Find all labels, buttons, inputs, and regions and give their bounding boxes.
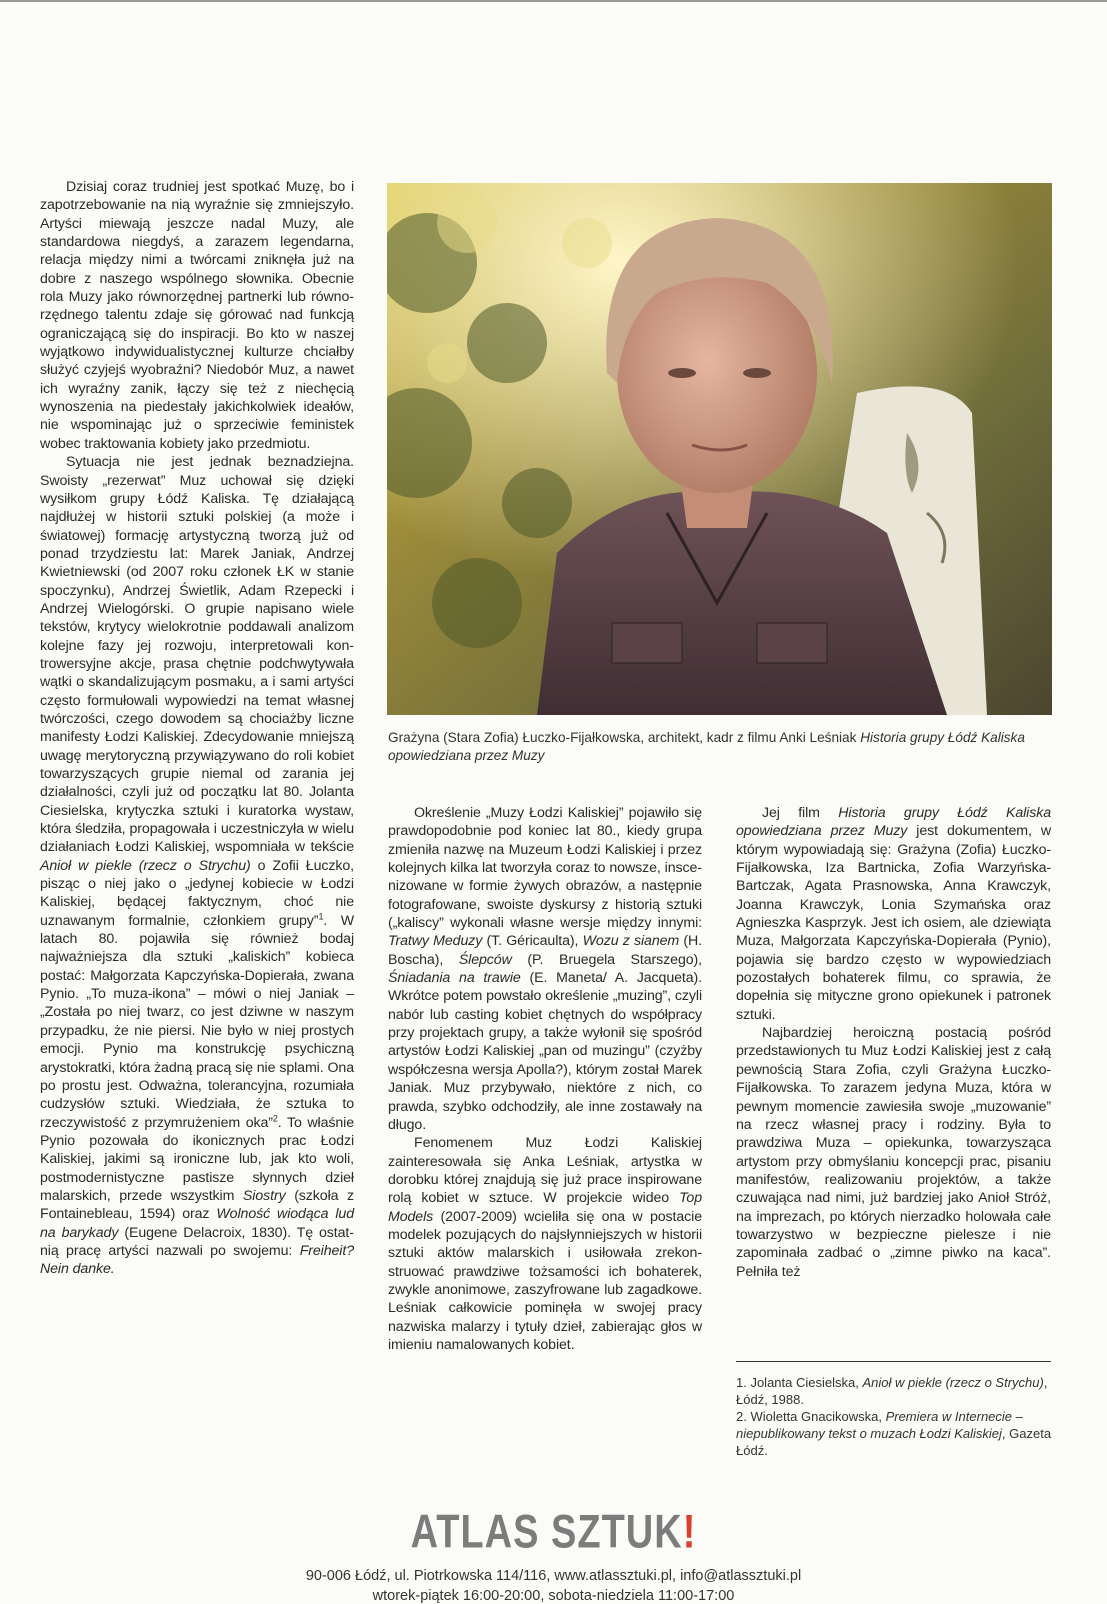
paragraph: Najbardziej heroiczną postacią pośród przedstawionych tu Muz Łodzi Kaliskiej jest z całą pewnością Stara Zofia, czyli Grażyna Łuczko-Fijałkowska. To zarazem jedyna Muza, która w pewnym momencie zawiesiła swoje „muzowanie” na rzecz własnej pracy i rodziny. Była to prawdziwa Muza – opiekunka, towarzysząca artystom przy obmyślaniu koncepcji prac, pisaniu manifestów, realizowaniu projektów, a także czuwająca nad nimi, już bardziej jako Anioł Stróż, na imprezach, po których nierzadko holowała całe towarzystwo w bezpieczne pielesze i nie zapominała zadbać o „zimne piwko na kaca”. Pełniła też bbox=[736, 1025, 1051, 1280]
footnote-divider bbox=[736, 1361, 1051, 1362]
photo-caption: Grażyna (Stara Zofia) Łuczko-Fijałkowska, architekt, kadr z filmu Anki Leśniak Historia grupy Łódź Kaliska opowiedziana przez Muzy bbox=[388, 730, 1025, 763]
footnotes bbox=[736, 1374, 1054, 1459]
footnote-ref: 1 bbox=[318, 911, 324, 922]
atlas-sztuki-logo: ATLAS SZTUK! bbox=[410, 1506, 697, 1559]
paragraph: Fenomenem Muz Łodzi Kaliskiej zainteresowała się Anka Leśniak, artystka w dorobku której znajdują się już prace inspirowane rolą kobiet w sztuce. W projekcie wideo Top Models (2007-2009) wcieliła się ona w postacie modelek pozujących do najsłynniejszych w historii sztuki aktów malarskich i usiłowała zrekonstruować prawdziwe tożsamości ich bohaterek, zwykle anonimowe, zaszyfrowane lub zagadkowe. Leśniak całkowicie pominęła w swojej pracy nazwiska malarzy i tytuły dzieł, zabierając głos w imieniu namalowanych kobiet. bbox=[388, 1135, 702, 1353]
article-column-middle bbox=[388, 804, 702, 1354]
logo-mark: ! bbox=[682, 1506, 697, 1559]
paragraph: Sytuacja nie jest jednak beznadziejna. Swoisty „rezerwat” Muz uchował się dzięki wysiłkom grupy Łódź Kaliska. Tę działającą najdłużej w historii sztuki polskiej (a może i światowej) formację artystyczną tworzą już od ponad trzydziestu lat: Marek Janiak, Andrzej Kwietniewski (od 2007 roku członek ŁK w stanie spoczynku), Andrzej Świetlik, Adam Rzepecki i Andrzej Wielogórski. O grupie napisano wiele tekstów, krytycy wielokrotnie poddawali analizom kolejne fazy jej rozwoju, interpretowali kontrowersyjne akcje, prasa chętnie podchwytywała wątki o skandalizującym posmaku, a i sami artyści często formułowali wypowiedzi na temat własnej twórczości, czego dowodem są chociażby liczne manifesty Łodzi Kaliskiej. Zdecydowanie mniejszą uwagę merytoryczną przywiązywano do roli kobiet towarzyszących grupie niemal od zarania jej działalności, czyli już od początku lat 80. Jolanta Ciesielska, krytyczka sztuki i kuratorka wystaw, która śledziła, propagowała i uczestniczyła w wielu działaniach Łodzi Kaliskiej, wspomniała w tekście Anioł w piekle (rzecz o Strychu) o Zofii Łuczko, pisząc o niej jako o „jedynej kobiecie w Łodzi Kaliskiej, będącej faktycznym, choć nie uznawanym formalnie, członkiem grupy”$^1$. W latach 80. pojawiła się również bodaj najważniejsza dla sztuki „kaliskich” kobieca postać: Małgorzata Kapczyńska-Dopierała, zwana Pynio. „To muza-ikona” – mówi o niej Janiak – „Została po niej twarz, co jest dziwne w naszym przypadku, że nie piersi. Nie było w niej prostych emocji. Pynio ma konstrukcję psychiczną arystokratki, która żadną pracą się nie splami. Ona po prostu jest. Odważna, tolerancyjna, rozumiała cudzysłów sztuki. Wiedziała, że sztuka to rzeczywistość z przymrużeniem oka”$^2$. To właśnie Pynio pozowała do ikonicznych prac Łodzi Kaliskiej, jakimi są ironiczne lub, jak kto woli, postmodernistyczne pastisze słynnych dzieł malarskich, przede wszystkim Siostry (szkoła z Fontainebleau, 1594) oraz Wolność wiodąca lud na barykady (Eugene Delacroix, 1830). Tę ostatnią pracę artyści nazwali po swojemu: Freiheit? Nein danke. bbox=[40, 454, 355, 1278]
footnote-ref: 2 bbox=[272, 1112, 278, 1123]
work-title: Wolność wiodąca lud na barykady bbox=[40, 1206, 355, 1241]
footer-address: 90-006 Łódź, ul. Piotrkowska 114/116, www.atlassztuki.pl, info@atlassztuki.pl bbox=[305, 1568, 802, 1584]
work-title: Wozu z sianem bbox=[582, 933, 680, 950]
work-title: Tratwy Meduzy bbox=[388, 933, 483, 950]
work-title: Top Models bbox=[388, 1190, 702, 1225]
footer-hours: wtorek-piątek 16:00-20:00, sobota-niedziela 11:00-17:00 bbox=[372, 1588, 735, 1604]
paragraph: Określenie „Muzy Łodzi Kaliskiej” pojawiło się prawdopodobnie pod koniec lat 80., kiedy grupa zmieniła nazwę na Muzeum Łodzi Kaliskiej i przez kolejnych kilka lat tworzyła coraz to nowsze, inscenizowane w formie żywych obrazów, a następnie fotografowane, swoiste dyskursy z historią sztuki („kaliscy” wykonali własne wersje między innymi: Tratwy Meduzy (T. Géricaulta), Wozu z sianem (H. Boscha), Ślepców (P. Bruegela Starszego), Śniadania na trawie (E. Maneta/ A. Jacqueta). Wkrótce potem powstało określenie „muzing”, czyli nabór lub casting kobiet chętnych do współpracy przy projektach grupy, a także wyłonił się spośród artystów Łodzi Kaliskiej „pan od muzingu” (czyżby współczesna wersja Apolla?), którym został Marek Janiak. Muz przybywało, niektóre z nich, co prawda, szybko odchodziły, ale inne zostawały na długo. bbox=[388, 805, 703, 1133]
work-title: Freiheit? Nein danke. bbox=[40, 1242, 354, 1278]
top-rule bbox=[0, 0, 1107, 2]
film-title: Historia grupy Łódź Kaliska opowiedziana przez Muzy bbox=[388, 730, 1025, 763]
work-title: Anioł w piekle (rzecz o Strychu) bbox=[40, 857, 251, 874]
film-title: Historia grupy Łódź Kaliska opowiedziana przez Muzy bbox=[736, 805, 1052, 840]
portrait-illustration bbox=[387, 183, 1052, 715]
article-column-right bbox=[736, 804, 1051, 1281]
portrait-photo bbox=[387, 183, 1052, 715]
work-title: Ślepców bbox=[458, 951, 512, 968]
work-title: Siostry bbox=[242, 1187, 286, 1204]
work-title: Śniadania na trawie bbox=[388, 970, 521, 987]
footnote-1: 1. Jolanta Ciesielska, Anioł w piekle (rzecz o Strychu), Łódź, 1988. bbox=[736, 1375, 1048, 1407]
paragraph: Jej film Historia grupy Łódź Kaliska opowiedziana przez Muzy jest dokumentem, w którym wypowiadają się: Grażyna (Zofia) Łuczko-Fijałkowska, Iza Bartnicka, Zofia Warzyńska-Bartczak, Agata Prasnowska, Anna Krawczyk, Joanna Krawczyk, Lonia Szymańska oraz Agnieszka Kasprzyk. Jest ich osiem, ale dziewiąta Muza, Małgorzata Kapczyńska-Dopierała (Pynio), pojawia się bardzo często w wypowiedziach pozostałych bohaterek filmu, co sprawia, że dopełnia się mityczne grono opiekunek i patronek sztuki. bbox=[736, 805, 1052, 1023]
paragraph: Dzisiaj coraz trudniej jest spotkać Muzę, bo i zapotrzebowanie na nią wyraźnie się zmniejszyło. Artyści miewają jeszcze nadal Muzy, ale standardowa niegdyś, a zarazem legendarna, relacja między nimi a twórcami zniknęła już na dobre z naszego wspólnego słownika. Obecnie rola Muzy jako równorzędnej partnerki lub równorzędnego talentu zdaje się górować nad funkcją ograniczającą się do inspiracji. Bo kto w naszej wyjątkowo indywidualistycznej kulturze chciałby służyć czyjejś wyobraźni? Niedobór Muz, a nawet ich wyraźny zanik, łączy się też z niechęcią wynoszenia na piedestały jakichkolwiek ideałów, nie wspominając już o sprzeciwie feministek wobec traktowania kobiety jako przedmiotu. bbox=[40, 179, 354, 452]
footnote-2: 2. Wioletta Gnacikowska, Premiera w Internecie – niepublikowany tekst o muzach Łodzi Kaliskiej, Gazeta Łódź. bbox=[736, 1409, 1052, 1458]
article-column-left bbox=[40, 178, 354, 1279]
